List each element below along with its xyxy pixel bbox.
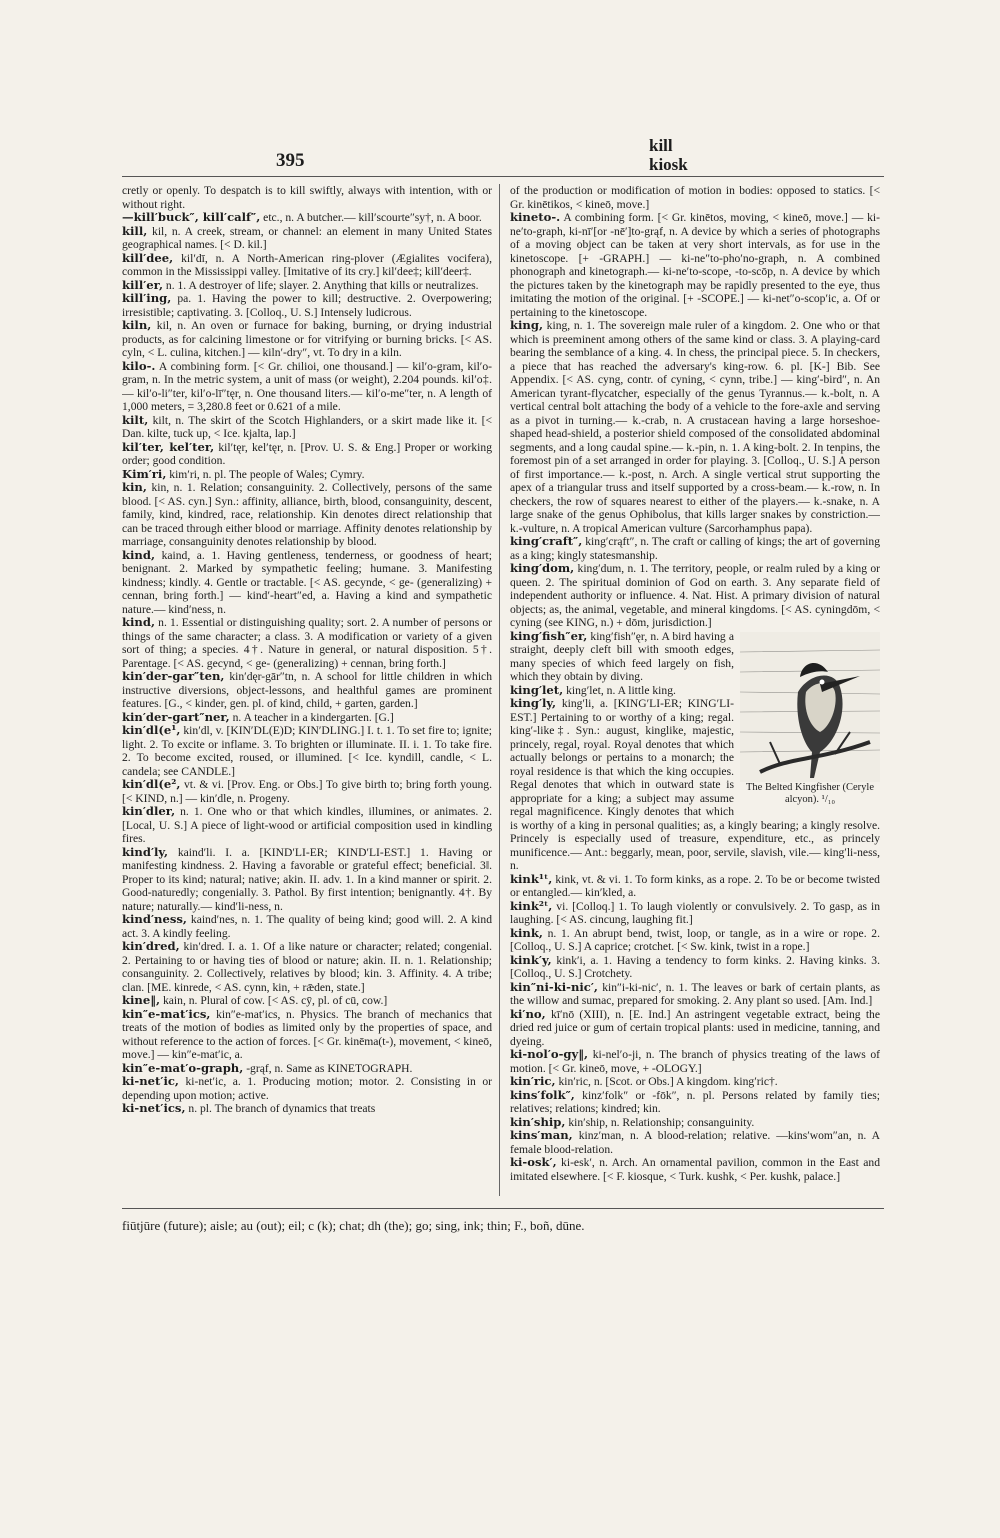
definition-text: kilt, n. The skirt of the Scotch Highlanders, or a skirt made like it. [< Dan. kilte, tuck up, < Ice. kjalta, lap.] <box>122 413 492 440</box>
definition-text: n. A teacher in a kindergarten. [G.] <box>232 710 394 724</box>
headword: kin′dl(e¹, <box>122 723 181 737</box>
dictionary-entry <box>122 724 492 778</box>
dictionary-entry <box>122 414 492 441</box>
dictionary-entry <box>122 913 492 940</box>
headword: king′dom, <box>510 561 575 575</box>
definition-text: king′li, a. [KING′LI-ER; KING′LI-EST.] Pertaining to or worthy of a king; regal. king′-like‡. Syn.: august, kinglike, majestic, princely, regal, royal. Royal denotes that which actually belongs or pertains to a monarch; the royal residence is that which the king occupies. Regal denotes that which in outward state is appropriate for a king; a subject may assume regal magnificence. Kingly denotes that which is worthy of a king in personal qualities; as, a kingly bearing; a kingly resolve. Princely is especially used of treasure, expenditure, etc., as princely munificence.— Ant.: beggarly, mean, poor, servile, slavish, vile.— king′li-ness, n. <box>510 697 880 872</box>
definition-text: king′fish″ęr, n. A bird having a straight, deeply cleft bill with smooth edges, many species of which feed largely on fish, which they obtain by diving. <box>510 629 734 683</box>
headword: kins′folk″, <box>510 1087 575 1102</box>
headword: kill, <box>122 223 148 238</box>
headword: ki-net′ic, <box>122 1074 179 1088</box>
headword: kilo-. <box>122 358 156 373</box>
headword: kin′der-gart″ner, <box>122 709 230 724</box>
definition-text: king, n. 1. The sovereign male ruler of a kingdom. 2. One who or that which is preeminent among others of the same kind or class. 3. A playing-card bearing the semblance of a king. 4. In chess, the principal piece. 5. In checkers, a piece that has reached the adversary's king-row. 6. pl. [K-] Bib. See Appendix. [< AS. cyng, contr. of cyning, < cynn, tribe.] — king′-bird″, n. An American tyrant-flycatcher, especially of the genus Tyrannus.— k.-bolt, n. A vertical central bolt attaching the body of a vehicle to the fore-axle and serving as a pivot in turning.— k.-crab, n. A crustacean having a large horseshoe-shaped head-shield, a posterior shield composed of the consolidated abdominal segments, and a long caudal spine.— k.-pin, n. 1. A king-bolt. 2. In tenpins, the foremost pin of a set arranged in order for playing. 3. [Colloq., U. S.] A person of first importance.— k.-post, n. Arch. A single vertical strut supporting the apex of a triangular truss and itself supported by a cross-beam.— k.-row, n. In checkers, the row of squares nearest to either of the players.— k.-snake, n. A large snake of the genus Ophibolus, that kills larger snakes by constriction.— k.-vulture, n. A tropical American vulture (Sarcorhamphus papa). <box>510 319 880 535</box>
dictionary-entry <box>510 1089 880 1116</box>
headword: kin″e-mat′o-graph, <box>122 1060 244 1075</box>
dictionary-entry <box>122 670 492 711</box>
definition-text: vt. & vi. [Prov. Eng. or Obs.] To give birth to; bring forth young. [< KIND, n.] — kin′dle, n. Progeny. <box>122 778 492 805</box>
headword: kin′dl(e², <box>122 777 181 791</box>
kingfisher-drawing <box>740 632 880 782</box>
dictionary-entry <box>510 1075 880 1089</box>
dictionary-entry <box>122 211 492 225</box>
guide-word-top: kill <box>649 136 673 155</box>
headword: Kim′ri, <box>122 466 167 481</box>
headword: kiln, <box>122 318 152 332</box>
definition-text: king′crąft″, n. The craft or calling of kings; the art of governing as a king; kingly statesmanship. <box>510 535 880 562</box>
dictionary-entry <box>510 211 880 319</box>
headword: king, <box>510 318 544 332</box>
dictionary-entry <box>122 319 492 360</box>
definition-text: kī′nō (XIII), n. [E. Ind.] An astringent vegetable extract, being the dried red juice or gum of certain tropical plants: used in medicine, tanning, and dyeing. <box>510 1007 880 1048</box>
dictionary-entry <box>510 1156 880 1183</box>
headword: kineto-. <box>510 210 561 224</box>
headword: kill′dee, <box>122 250 174 265</box>
definition-text: kin′ship, n. Relationship; consanguinity. <box>568 1115 755 1129</box>
headword: kin′dred, <box>122 939 180 953</box>
definition-text: kinz′folk″ or -fōk″, n. pl. Persons related by family ties; relatives; relations; kindred; kin. <box>510 1088 880 1115</box>
definition-text: kinz′man, n. A blood-relation; relative. —kins′wom″an, n. A female blood-relation. <box>510 1129 880 1156</box>
dictionary-entry <box>122 805 492 846</box>
dictionary-entry <box>122 1062 492 1076</box>
dictionary-entry <box>122 292 492 319</box>
right-column-top <box>510 184 880 630</box>
definition-text: of the production or modification of motion in bodies: opposed to statics. [< Gr. kinētikos, < kineō, move.] <box>510 184 880 211</box>
definition-text: cretly or openly. To despatch is to kill swiftly, always with intention, with or without right. <box>122 184 492 211</box>
dictionary-entry <box>122 252 492 279</box>
definition-text: kin″i-ki-nic′, n. 1. The leaves or bark of certain plants, as the willow and sumac, prepared for smoking. 2. Any plant so used. [Am. Ind.] <box>510 980 880 1007</box>
headword: kink²ᵗ, <box>510 898 553 913</box>
header-rule <box>122 176 884 177</box>
definition-text: pa. 1. Having the power to kill; destructive. 2. Overpowering; irresistible; captivating. 3. [Colloq., U. S.] Intensely ludicrous. <box>122 292 492 319</box>
definition-text: kin′dęr-gār″tn, n. A school for little children in which instructive diversions, object-lessons, and healthful games are prominent features. [G., < kinder, gen. pl. of kind, child, + garten, garden.] <box>122 670 492 710</box>
headword: king′ly, <box>510 696 557 710</box>
definition-text: king′let, n. A little king. <box>566 683 676 697</box>
dictionary-entry <box>510 927 880 954</box>
definition-text: kim′ri, n. pl. The people of Wales; Cymry. <box>169 467 365 481</box>
definition-text: n. 1. One who or that which kindles, illumines, or animates. 2. [Local, U. S.] A piece of light-wood or artificial composition used in kindling fires. <box>122 805 492 845</box>
dictionary-entry <box>122 778 492 805</box>
definition-text: kin′ric, n. [Scot. or Obs.] A kingdom. king′ric†. <box>558 1075 778 1088</box>
dictionary-entry <box>122 1008 492 1062</box>
definition-text: kin′dl, v. [KIN′DL(E)D; KIN′DLING.] I. t. 1. To set fire to; ignite; light. 2. To excite or inflame. 3. To brighten or illuminate. II. i. 1. To take fire. 2. To become excited, roused, or illumined. [< Ice. kyndill, candle, < L. candela; see CANDLE.] <box>122 724 492 778</box>
headword: kine‖, <box>122 993 161 1007</box>
dictionary-entry <box>510 954 880 981</box>
footer-rule <box>122 1208 884 1209</box>
dictionary-entry <box>122 225 492 252</box>
headword: king′craft″, <box>510 534 583 548</box>
headword: kin, <box>122 480 147 494</box>
dictionary-entry <box>122 994 492 1008</box>
dictionary-entry <box>510 1008 880 1049</box>
headword: kins′man, <box>510 1128 573 1142</box>
dictionary-entry <box>510 900 880 927</box>
definition-text: A combining form. [< Gr. chilioi, one thousand.] — kil′o-gram, kil′o-gram, n. In the metric system, a unit of mass (or weight), 2.204 pounds. kil′o‡.— kil′o-li″ter, kil′o-lī″tęr, n. One thousand liters.— kil′o-me″ter, n. A length of 1,000 meters, = 3,280.8 feet or 0.621 of a mile. <box>122 359 492 413</box>
headword: kilt, <box>122 412 149 427</box>
kingfisher-illustration <box>740 632 880 806</box>
dictionary-entry <box>510 319 880 535</box>
definition-text: n. 1. A destroyer of life; slayer. 2. Anything that kills or neutralizes. <box>165 278 479 292</box>
headword: king′fish″er, <box>510 628 588 643</box>
definition-text: -grąf, n. Same as KINETOGRAPH. <box>246 1061 413 1075</box>
definition-text: ki-esk′, n. Arch. An ornamental pavilion, common in the East and imitated elsewhere. [< F. kiosque, < Turk. kushk, < Per. kushk, palace.] <box>510 1156 880 1183</box>
headword: kin′dler, <box>122 804 176 818</box>
left-column <box>122 184 492 1196</box>
dictionary-entry <box>122 360 492 414</box>
definition-text: vi. [Colloq.] 1. To laugh violently or convulsively. 2. To gasp, as in laughing. [< AS. cincung, laughing fit.] <box>510 899 880 926</box>
definition-text: n. 1. An abrupt bend, twist, loop, or tangle, as in a wire or rope. 2. [Colloq., U. S.] A caprice; crotchet. [< Sw. kink, twist in a rope.] <box>510 926 880 953</box>
headword: ki-nol′o-gy‖, <box>510 1047 589 1061</box>
right-column <box>510 184 880 1196</box>
definition-text: kaind′li. I. a. [KIND′LI-ER; KIND′LI-EST.] 1. Having or manifesting kindness. 2. Having a favorable or grateful effect; beneficial. 3‖. Proper to its kind; natural; native; akin. II. adv. 1. In a kind manner or spirit. 2. Good-naturedly; congenially. 3. Pathol. By first intention; benignantly. 4†. By nature; naturally.— kind′li-ness, n. <box>122 845 492 913</box>
definition-text: n. pl. The branch of dynamics that treats <box>188 1102 376 1115</box>
headword: ki-osk′, <box>510 1155 557 1169</box>
dictionary-entry <box>510 981 880 1008</box>
dictionary-entry <box>122 279 492 293</box>
dictionary-entry <box>122 1075 492 1102</box>
headword: kin″e-mat′ics, <box>122 1006 211 1021</box>
definition-text: kin′dred. I. a. 1. Of a like nature or character; related; congenial. 2. Pertaining to or having ties of blood or nature; akin. II. n. 1. Relationship; consanguinity. 2. Collectively, relatives by blood; kin. 3. Affinity. 4. A tribe; clan. [ME. kinrede, < AS. cynn, kin, + rǣden, state.] <box>122 940 492 994</box>
headword: ki-net′ics, <box>122 1101 186 1115</box>
definition-text: kink′i, a. 1. Having a tendency to form kinks. 2. Having kinks. 3. [Colloq., U. S.] Crotchety. <box>510 953 880 980</box>
guide-words <box>649 136 688 174</box>
definition-text: kil, n. An oven or furnace for baking, burning, or drying industrial products, as for calcining limestone or for vitrifying or burning bricks. [< AS. cyln, < L. culina, kitchen.] — kiln′-dry″, vt. To dry in a kiln. <box>122 319 492 359</box>
definition-text: king′dum, n. 1. The territory, people, or realm ruled by a king or queen. 2. The spiritual dominion of God on earth. 3. Any separate field of independent authority or influence. 4. Nat. Hist. A primary division of natural objects; as, the animal, vegetable, and mineral kingdoms. [< AS. cyningdōm, < cyning (see KING, n.) + dōm, jurisdiction.] <box>510 562 880 629</box>
headword: kind, <box>122 547 156 562</box>
pronunciation-key: fiūtjūre (future); aisle; au (out); eil; c (k); chat; dh (the); go; sing, ink; thin; F., boñ, dūne. <box>122 1218 585 1233</box>
headword: kin′ric, <box>510 1074 556 1088</box>
dictionary-entry <box>510 1116 880 1130</box>
definition-text: kil, n. A creek, stream, or channel: an element in many United States geographical names. [< D. kil.] <box>122 224 492 251</box>
definition-text: kin″e-mat′ics, n. Physics. The branch of mechanics that treats of the motion of bodies as limited only by the properties of space, and without reference to the action of forces. [< Gr. kinēma(t-), movement, < kineō, move.] — kin″e-mat′ic, a. <box>122 1007 492 1061</box>
dictionary-entry <box>510 1129 880 1156</box>
headword: kin″ni-ki-nic′, <box>510 979 598 994</box>
dictionary-entry <box>510 1048 880 1075</box>
guide-word-bottom: kiosk <box>649 155 688 174</box>
dictionary-entry <box>122 549 492 617</box>
definition-text: etc., n. A butcher.— kill′scourte″sy†, n. A boor. <box>263 211 482 224</box>
column-divider <box>499 184 500 1196</box>
dictionary-entry <box>510 535 880 562</box>
headword: kin′der-gar″ten, <box>122 669 225 683</box>
definition-text: kin, n. 1. Relation; consanguinity. 2. Collectively, persons of the same blood. [< AS. cyn.] Syn.: affinity, alliance, birth, blood, consanguinity, descent, family, kind, kindred, race, relationship. Kin denotes direct relationship that can be traced through either blood or marriage. Affinity denotes relationship by marriage, consanguinity denotes relationship by blood. <box>122 481 492 548</box>
definition-text: ki-nel′o-ji, n. The branch of physics treating of the laws of motion. [< Gr. kineō, move, + -OLOGY.] <box>510 1048 880 1075</box>
figure-caption: The Belted Kingfisher (Ceryle alcyon). ¹/₁₀ <box>746 781 874 805</box>
headword: kind′ness, <box>122 912 187 926</box>
definition-text: kink, vt. & vi. 1. To form kinks, as a rope. 2. To be or become twisted or entangled.— kin′kled, a. <box>510 872 880 899</box>
headword: kink′y, <box>510 952 552 967</box>
dictionary-entry <box>122 846 492 914</box>
headword: kil′ter, kel′ter, <box>122 439 215 454</box>
headword: kill′er, <box>122 277 163 292</box>
headword: —kill′buck″, kill′calf″, <box>122 210 261 224</box>
dictionary-entry <box>122 184 492 211</box>
headword: kink¹ᵗ, <box>510 871 553 886</box>
headword: kind, <box>122 615 156 629</box>
dictionary-entry <box>122 940 492 994</box>
headword: kill′ing, <box>122 291 172 305</box>
headword: kin′ship, <box>510 1114 566 1129</box>
headword: kink, <box>510 925 543 940</box>
definition-text: kain, n. Plural of cow. [< AS. cȳ, pl. of cū, cow.] <box>162 994 388 1007</box>
dictionary-entry <box>122 468 492 482</box>
headword: kind′ly, <box>122 844 169 859</box>
dictionary-entry <box>510 184 880 211</box>
definition-text: ki-net′ic, a. 1. Producing motion; motor. 2. Consisting in or depending upon motion; active. <box>122 1075 492 1102</box>
dictionary-entry <box>122 481 492 549</box>
definition-text: kaind, a. 1. Having gentleness, tenderness, or goodness of heart; benignant. 2. Marked by sympathetic feeling; humane. 3. Manifesting kindness; kindly. 4. Gentle or tractable. [< AS. gecynde, < ge- (generalizing) + cennan, bring forth.] — kind′-heart″ed, a. Having a kind and sympathetic nature.— kind′ness, n. <box>122 548 492 616</box>
definition-text: kil′dī, n. A North-American ring-plover (Ægialites vocifera), common in the Mississippi valley. [Imitative of its cry.] kil′dee‡; kill′deer‡. <box>122 251 492 278</box>
definition-text: kil′tęr, kel′tęr, n. [Prov. U. S. & Eng.] Proper or working order; good condition. <box>122 440 492 467</box>
dictionary-entry <box>122 1102 492 1116</box>
dictionary-entry <box>510 873 880 900</box>
definition-text: n. 1. Essential or distinguishing quality; sort. 2. A number of persons or things of the same character; a class. 3. A modification or variety of a given sort of thing; a species. 4†. Nature in general, or natural disposition. 5†. Parentage. [< AS. gecynd, < ge- (generalizing) + cennan, bring forth.] <box>122 616 492 670</box>
dictionary-entry <box>122 616 492 670</box>
headword: king′let, <box>510 682 564 697</box>
definition-text: A combining form. [< Gr. kinētos, moving, < kineō, move.] — ki-ne′to-graph, ki-nī′[or -nē′]to-grąf, n. A device by which a series of photographs of a moving object can be taken at very short intervals, as for use in the kinetoscope. [+ -GRAPH.] — ki-ne″to-pho′no-graph, n. A combined phonograph and kinetograph.— ki-ne′to-scope, -to-scōp, n. A device by which the pictures taken by the kinetograph may be rapidly presented to the eye, thus imitating the motion of the original. [+ -SCOPE.] — ki-net″o-scop′ic, a. Of or pertaining to the kinetoscope. <box>510 211 880 319</box>
definition-text: kaind′nes, n. 1. The quality of being kind; good will. 2. A kind act. 3. A kindly feeling. <box>122 913 492 940</box>
dictionary-entry <box>510 562 880 630</box>
dictionary-entry <box>122 711 492 725</box>
headword: ki′no, <box>510 1006 546 1021</box>
dictionary-entry <box>122 441 492 468</box>
page-number: 395 <box>276 150 305 171</box>
